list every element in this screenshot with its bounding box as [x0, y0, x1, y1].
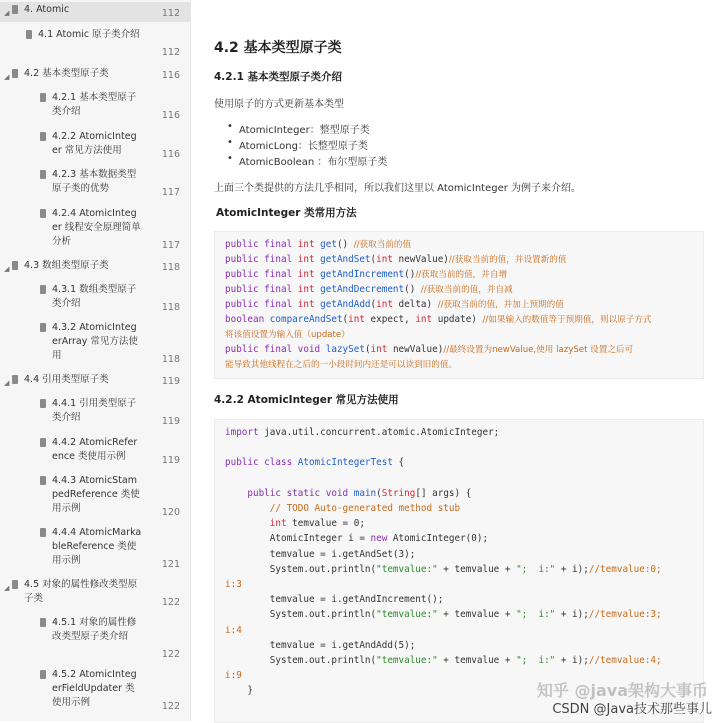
summary-text: 上面三个类提供的方法几乎相同，所以我们这里以 AtomicInteger 为例子来介绍。 — [214, 183, 582, 194]
methods-heading: AtomicInteger 类常用方法 — [216, 207, 357, 219]
bookmark-icon — [40, 399, 46, 408]
toc-label: 4.5 对象的属性修改类型原子类 — [24, 579, 138, 604]
code-line: public final int getAndDecrement() //获取当前的值，并自减 — [225, 284, 513, 295]
code-line: public final int getAndIncrement()//获取当前的值，并自增 — [225, 269, 508, 280]
toc-label: 4.3.1 数组类型原子类介绍 — [52, 284, 137, 309]
bookmark-icon — [40, 93, 46, 102]
toc-label: 4.4.4 AtomicMarkableReference 类使用示例 — [52, 527, 142, 566]
code-line: // TODO Auto-generated method stub — [269, 503, 461, 514]
bookmark-icon — [12, 261, 18, 270]
toc-page-number: 119 — [161, 376, 180, 387]
toc-page-number: 118 — [161, 354, 180, 365]
code-line: import java.util.concurrent.atomic.AtomicInteger; — [225, 427, 500, 438]
code-line: 将该值设置为输入值（update） — [225, 330, 350, 340]
toc-item[interactable] — [0, 90, 190, 124]
zhihu-watermark: 知乎 @java架构大事币 — [536, 681, 708, 700]
toc-item[interactable] — [0, 167, 190, 201]
toc-page-number: 121 — [161, 559, 180, 570]
toc-label: 4.2.4 AtomicInteger 线程安全原理简单分析 — [52, 208, 141, 247]
bookmark-icon — [40, 132, 46, 141]
toc-item[interactable] — [0, 320, 190, 368]
toc-label: 4. Atomic — [24, 4, 70, 15]
toc-label: 4.4.3 AtomicStampedReference 类使用示例 — [52, 475, 140, 514]
toc-page-number: 120 — [161, 507, 180, 518]
toc-page-number: 118 — [161, 262, 180, 273]
toc-page-number: 117 — [161, 187, 180, 198]
toc-label: 4.2.2 AtomicInteger 常见方法使用 — [52, 131, 137, 156]
code-line: System.out.println("temvalue:" + temvalue + "; i:" + i);//temvalue:0; — [225, 563, 662, 575]
code-line: i:3 — [225, 579, 242, 590]
toc-label: 4.5.2 AtomicIntegerFieldUpdater 类使用示例 — [52, 669, 137, 708]
expand-triangle-icon[interactable]: ◢ — [4, 73, 10, 81]
bookmark-icon — [40, 528, 46, 537]
toc-page-number: 122 — [161, 701, 180, 712]
code-line: temvalue = i.getAndIncrement(); — [225, 594, 444, 606]
bookmark-icon — [12, 375, 18, 384]
bookmark-icon — [40, 170, 46, 179]
toc-item[interactable] — [0, 435, 190, 469]
bookmark-icon — [12, 5, 18, 14]
code-line: i:9 — [225, 670, 242, 682]
toc-label: 4.3 数组类型原子类 — [24, 260, 109, 271]
code-line: public final void lazySet(int newValue)//最终设置为newValue,使用 lazySet 设置之后可 — [225, 344, 634, 355]
toc-page-number: 116 — [161, 110, 180, 121]
code-line: 能导致其他线程在之后的一小段时间内还是可以读到旧的值。 — [225, 360, 458, 370]
toc-item[interactable] — [0, 525, 190, 573]
bookmark-icon — [40, 476, 46, 485]
toc-item[interactable] — [0, 667, 190, 715]
csdn-watermark: CSDN @Java技术那些事儿 — [552, 702, 712, 717]
code-line: i:4 — [225, 624, 242, 636]
toc-item[interactable] — [0, 129, 190, 163]
toc-page-number: 116 — [161, 70, 180, 81]
code-line: temvalue = i.getAndAdd(5); — [225, 639, 416, 651]
toc-label: 4.3.2 AtomicIntegerArray 常见方法使用 — [52, 322, 138, 361]
toc-item[interactable] — [0, 577, 190, 611]
toc-item[interactable] — [0, 396, 190, 430]
toc-page-number: 122 — [161, 597, 180, 608]
bookmark-icon — [40, 670, 46, 679]
bookmark-icon — [26, 30, 32, 39]
code-line: public final int getAndAdd(int delta) //获取当前的值，并加上预期的值 — [225, 299, 564, 310]
toc-page-number: 116 — [161, 149, 180, 160]
bookmark-icon — [40, 618, 46, 627]
toc-item[interactable] — [0, 282, 190, 316]
toc-item[interactable] — [0, 66, 190, 84]
toc-item[interactable] — [0, 258, 190, 276]
toc-item[interactable] — [0, 372, 190, 390]
code-line: public final int getAndSet(int newValue)//获取当前的值，并设置新的值 — [225, 254, 567, 265]
toc-label: 4.4.1 引用类型原子类介绍 — [52, 398, 137, 423]
toc-label: 4.4.2 AtomicReference 类使用示例 — [52, 437, 138, 462]
code-line: System.out.println("temvalue:" + temvalue + "; i:" + i);//temvalue:4; — [225, 655, 662, 666]
code-line: public class AtomicIntegerTest { — [225, 457, 405, 469]
toc-page-number: 119 — [161, 455, 180, 466]
code-line: } — [225, 685, 253, 697]
bookmark-icon — [40, 209, 46, 218]
code-line: temvalue = i.getAndSet(3); — [225, 548, 416, 560]
toc-label: 4.5.1 对象的属性修改类型原子类介绍 — [52, 617, 137, 642]
toc-sidebar — [0, 0, 191, 721]
bookmark-icon — [40, 323, 46, 332]
toc-label: 4.4 引用类型原子类 — [24, 374, 109, 385]
expand-triangle-icon[interactable]: ◢ — [4, 265, 10, 273]
expand-triangle-icon[interactable]: ◢ — [4, 584, 10, 592]
toc-item[interactable] — [0, 206, 190, 254]
code-line: int temvalue = 0; — [269, 518, 365, 530]
toc-page-number: 112 — [161, 47, 180, 58]
bullet-atomiclong: • AtomicLong：长整型原子类 — [239, 137, 368, 152]
subsection-heading-422: 4.2.2 AtomicInteger 常见方法使用 — [214, 394, 399, 406]
toc-page-number: 118 — [161, 302, 180, 313]
toc-page-number: 117 — [161, 240, 180, 251]
code-line: public static void main(String[] args) { — [247, 487, 472, 499]
toc-label: 4.2.3 基本数据类型原子类的优势 — [52, 169, 137, 194]
intro-text: 使用原子的方式更新基本类型 — [214, 99, 344, 110]
toc-item[interactable] — [0, 2, 190, 22]
toc-label: 4.2 基本类型原子类 — [24, 68, 109, 79]
toc-item[interactable] — [0, 473, 190, 521]
toc-label: 4.1 Atomic 原子类介绍 — [38, 29, 140, 40]
bullet-atomicboolean: • AtomicBoolean ：布尔型原子类 — [239, 153, 387, 168]
toc-page-number: 119 — [161, 416, 180, 427]
toc-item[interactable] — [0, 615, 190, 663]
toc-item[interactable] — [0, 27, 190, 61]
toc-label: 4.2.1 基本类型原子类介绍 — [52, 92, 137, 117]
code-block-methods — [214, 231, 704, 379]
code-line: AtomicInteger i = new AtomicInteger(0); — [225, 533, 489, 545]
bookmark-icon — [12, 580, 18, 589]
expand-triangle-icon[interactable]: ◢ — [4, 379, 10, 387]
code-line: System.out.println("temvalue:" + temvalue + "; i:" + i);//temvalue:3; — [225, 609, 662, 621]
bookmark-icon — [40, 285, 46, 294]
bookmark-icon — [12, 69, 18, 78]
subsection-heading-421: 4.2.1 基本类型原子类介绍 — [214, 71, 343, 83]
bookmark-icon — [40, 438, 46, 447]
toc-page-number: 112 — [161, 8, 180, 19]
bullet-atomicinteger: • AtomicInteger：整型原子类 — [239, 121, 370, 136]
code-line: boolean compareAndSet(int expect, int update) //如果输入的数值等于预期值，则以原子方式 — [225, 314, 652, 325]
section-heading: 4.2 基本类型原子类 — [214, 40, 342, 56]
document-page — [191, 0, 720, 721]
code-line: public final int get() //获取当前的值 — [225, 239, 412, 250]
expand-triangle-icon[interactable]: ◢ — [4, 9, 10, 17]
toc-page-number: 122 — [161, 649, 180, 660]
